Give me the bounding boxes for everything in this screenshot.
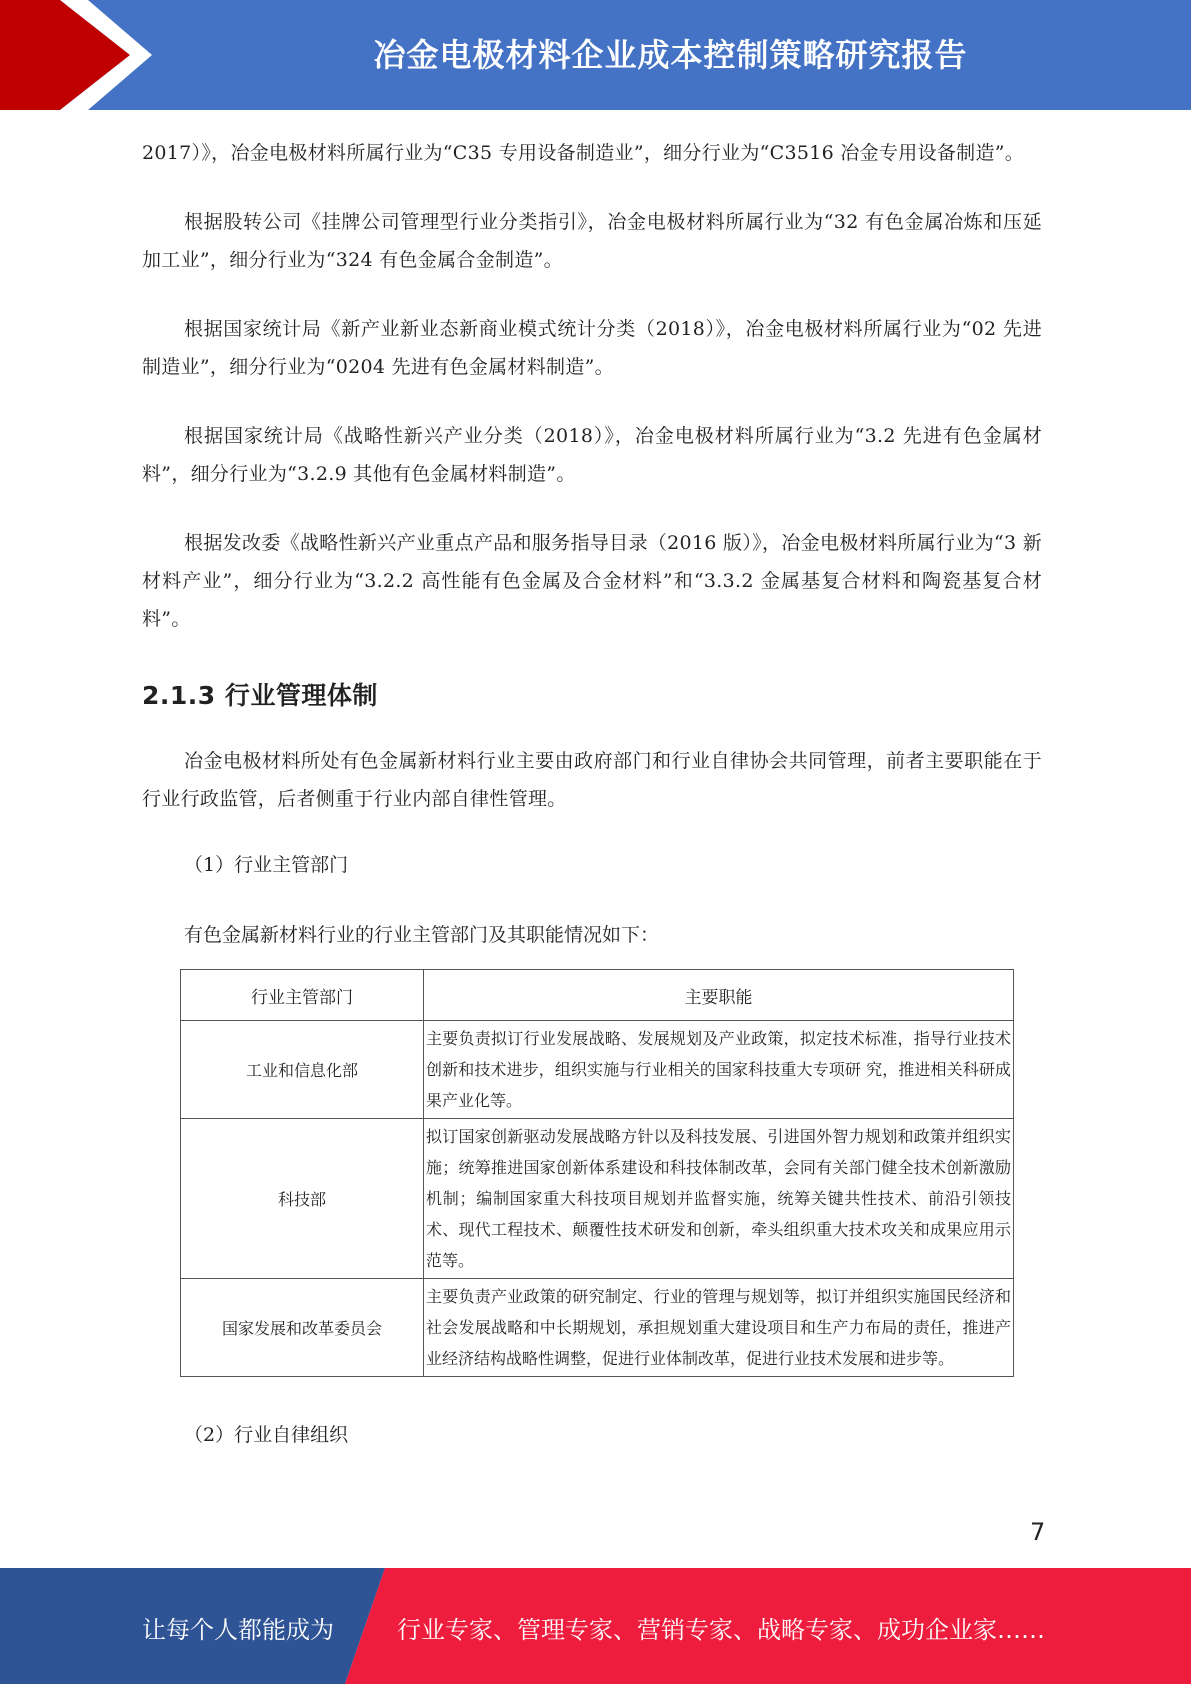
table-cell-func: 拟订国家创新驱动发展战略方针以及科技发展、引进国外智力规划和政策并组织实施；统筹推进国家创新体系建设和科技体制改革，会同有关部门健全技术创新激励机制；编制国家重大科技项目规划并监督实施，统筹关键共性技术、前沿引领技术、现代工程技术、颠覆性技术研发和创新，牵头组织重大技术攻关和成果应用示范等。 [424,1119,1014,1279]
paragraph: 根据国家统计局《战略性新兴产业分类（2018）》，冶金电极材料所属行业为“3.2 先进有色金属材料”，细分行业为“3.2.9 其他有色金属材料制造”。 [142,425,1042,485]
section-heading: 2.1.3 行业管理体制 [142,681,378,710]
section-intro-paragraph: 冶金电极材料所处有色金属新材料行业主要由政府部门和行业自律协会共同管理，前者主要职能在于行业行政监管，后者侧重于行业内部自律性管理。 [142,750,1042,810]
table-cell-dept: 工业和信息化部 [181,1021,424,1119]
table-cell-func: 主要负责拟订行业发展战略、发展规划及产业政策，拟定技术标准，指导行业技术创新和技术进步，组织实施与行业相关的国家科技重大专项研 究，推进相关科研成果产业化等。 [424,1021,1014,1119]
table-cell-dept: 国家发展和改革委员会 [181,1279,424,1377]
table-cell-dept: 科技部 [181,1119,424,1279]
subheading-departments: （1）行业主管部门 [184,854,349,876]
paragraph: 根据国家统计局《新产业新业态新商业模式统计分类（2018）》，冶金电极材料所属行业为“02 先进制造业”，细分行业为“0204 先进有色金属材料制造”。 [142,318,1042,378]
table-intro: 有色金属新材料行业的行业主管部门及其职能情况如下： [184,924,660,946]
paragraph: 根据发改委《战略性新兴产业重点产品和服务指导目录（2016 版）》，冶金电极材料所属行业为“3 新材料产业”，细分行业为“3.2.2 高性能有色金属及合金材料”和“3.3.2 金属基复合材料和陶瓷基复合材料”。 [142,532,1042,630]
header-chevron-icon [0,0,160,110]
page-footer [0,1568,1191,1684]
table-cell-func: 主要负责产业政策的研究制定、行业的管理与规划等，拟订并组织实施国民经济和社会发展战略和中长期规划，承担规划重大建设项目和生产力布局的责任，推进产业经济结构战略性调整，促进行业体制改革，促进行业技术发展和进步等。 [424,1279,1014,1377]
footer-slogan-right: 行业专家、管理专家、营销专家、战略专家、成功企业家…… [397,1616,1045,1644]
document-body [142,134,1042,1489]
table-header-func: 主要职能 [424,970,1014,1021]
paragraph: 根据股转公司《挂牌公司管理型行业分类指引》，冶金电极材料所属行业为“32 有色金属冶炼和压延加工业”，细分行业为“324 有色金属合金制造”。 [142,211,1042,271]
header-title: 冶金电极材料企业成本控制策略研究报告 [373,36,968,74]
table-header-row [181,970,1014,1021]
departments-table [180,969,1014,1377]
footer-slogan-left: 让每个人都能成为 [142,1616,334,1644]
table-row [181,1119,1014,1279]
page-number: 7 [1030,1518,1046,1546]
table-row [181,1279,1014,1377]
table-header-dept: 行业主管部门 [181,970,424,1021]
paragraph: 2017）》，冶金电极材料所属行业为“C35 专用设备制造业”，细分行业为“C3516 冶金专用设备制造”。 [142,142,1025,164]
subheading-self-regulatory: （2）行业自律组织 [184,1424,349,1446]
table-row [181,1021,1014,1119]
page-header [0,0,1191,110]
